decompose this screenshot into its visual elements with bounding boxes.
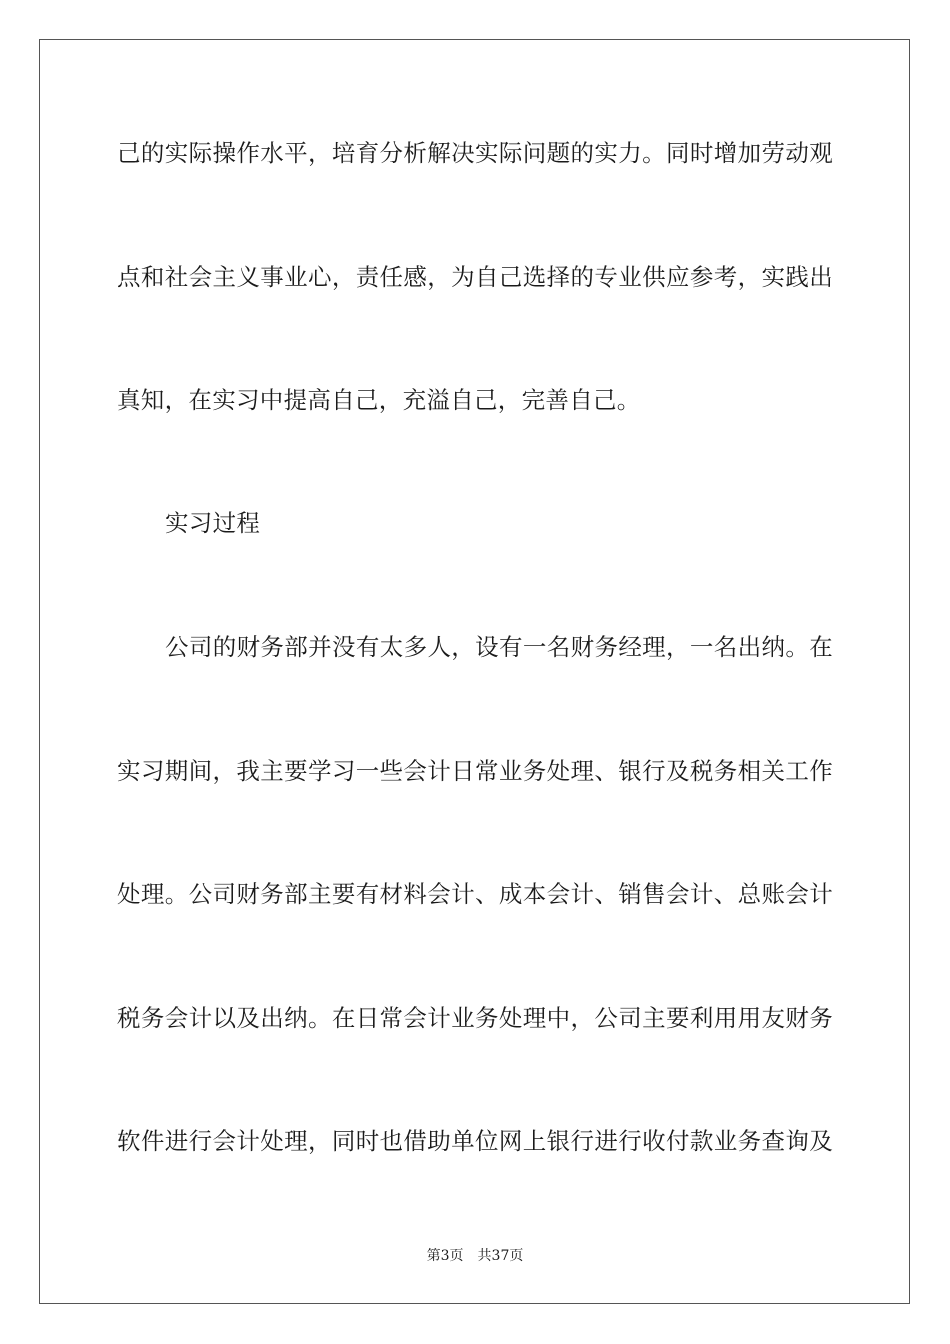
total-page-count: 共37页 — [477, 1248, 524, 1264]
body-line-6: 实习期间，我主要学习一些会计日常业务处理、银行及税务相关工作 — [117, 757, 833, 785]
body-line-3: 真知，在实习中提高自己，充溢自己，完善自己。 — [117, 386, 641, 414]
body-line-5: 公司的财务部并没有太多人，设有一名财务经理，一名出纳。在 — [165, 633, 833, 661]
current-page-number: 第3页 — [426, 1248, 464, 1264]
body-line-9: 软件进行会计处理，同时也借助单位网上银行进行收付款业务查询及 — [117, 1127, 833, 1155]
body-line-2: 点和社会主义事业心，责任感，为自己选择的专业供应参考，实践出 — [117, 263, 833, 291]
body-line-1: 己的实际操作水平，培育分析解决实际问题的实力。同时增加劳动观 — [117, 139, 833, 167]
page-footer — [0, 1247, 950, 1265]
body-line-8: 税务会计以及出纳。在日常会计业务处理中，公司主要利用用友财务 — [117, 1004, 833, 1032]
body-line-7: 处理。公司财务部主要有材料会计、成本会计、销售会计、总账会计 — [117, 880, 833, 908]
section-heading: 实习过程 — [165, 509, 261, 537]
page-border — [39, 39, 910, 1304]
